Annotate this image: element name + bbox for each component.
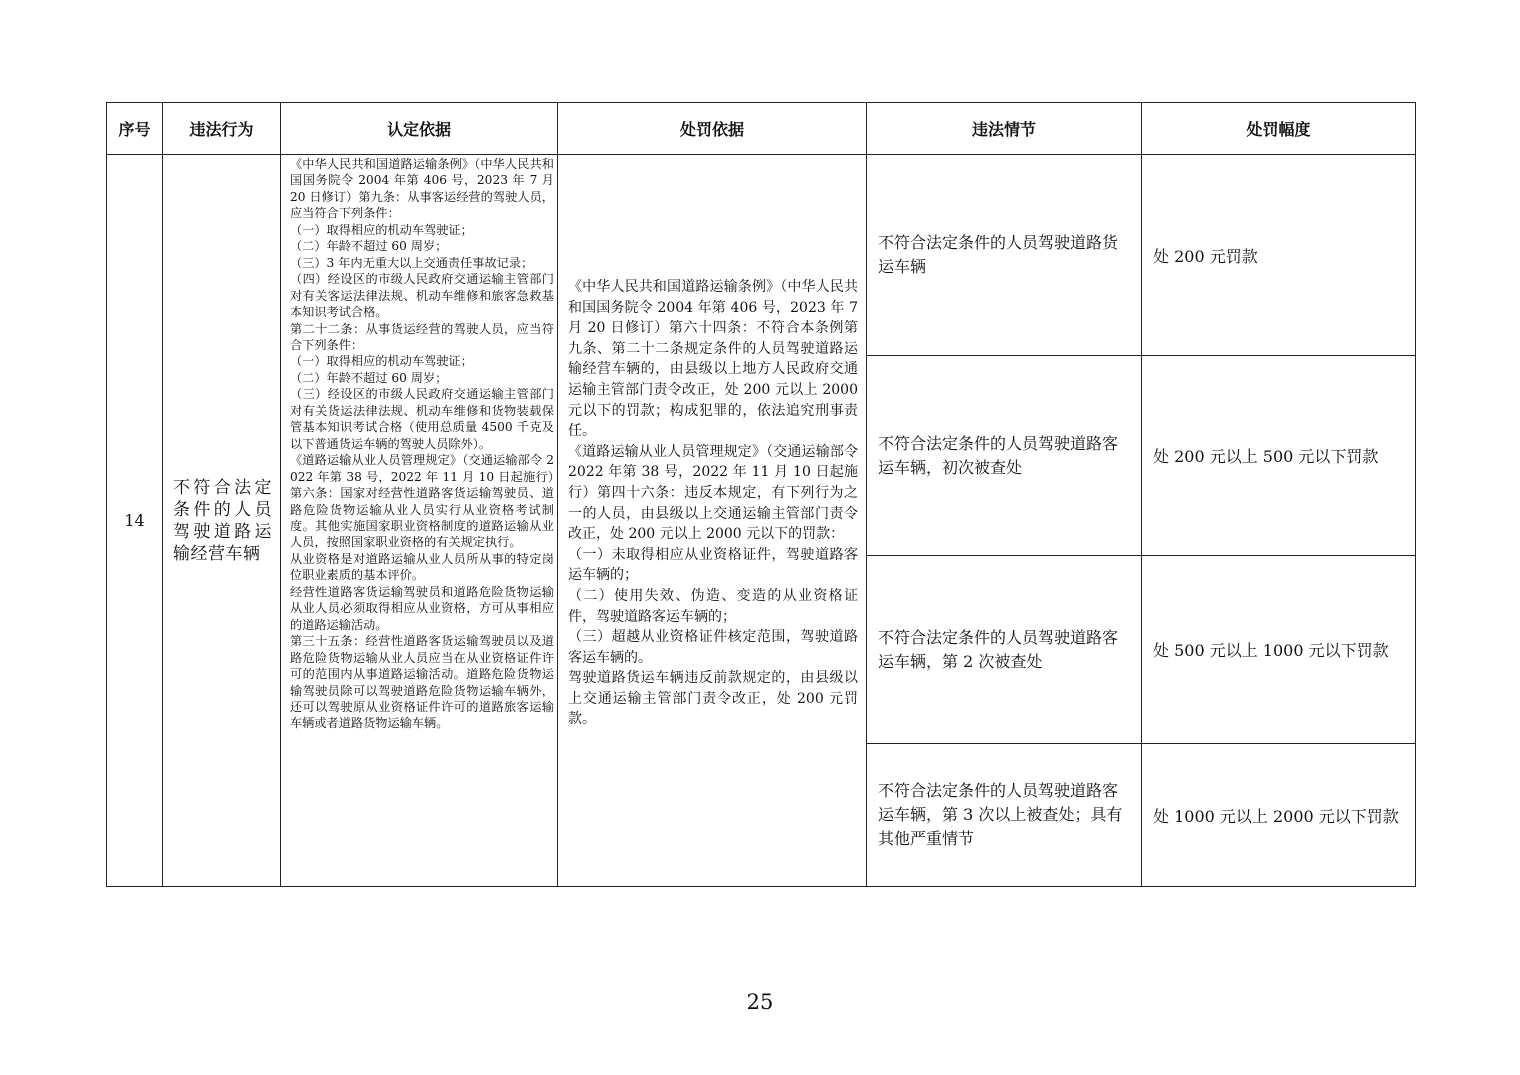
- header-violation: 违法行为: [163, 103, 281, 155]
- header-circumstance: 违法情节: [867, 103, 1142, 155]
- header-row: [107, 103, 1416, 155]
- cell-circumstance: 不符合法定条件的人员驾驶道路客运车辆，初次被查处: [867, 356, 1142, 556]
- cell-basis: 《中华人民共和国道路运输条例》（中华人民共和国国务院令 2004 年第 406 号，2023 年 7 月 20 日修订）第九条：从事客运经营的驾驶人员，应当符合下列条件： （一）取得相应的机动车驾驶证； （二）年龄不超过 60 周岁； （三）3 年内无重大以上交通责任事故记录； （四）经设区的市级人民政府交通运输主管部门对有关客运法律法规、机动车维修和旅客急救基本知识考试合格。 第二十二条：从事货运经营的驾驶人员，应当符合下列条件： （一）取得相应的机动车驾驶证； （二）年龄不超过 60 周岁； （三）经设区的市级人民政府交通运输主管部门对有关货运法律法规、机动车维修和货物装载保管基本知识考试合格（使用总质量 4500 千克及以下普通货运车辆的驾驶人员除外）。 《道路运输从业人员管理规定》（交通运输部令 2022 年第 38 号，2022 年 11 月 10 日起施行）第六条：国家对经营性道路客货运输驾驶员、道路危险货物运输从业人员实行从业资格考试制度。其他实施国家职业资格制度的道路运输从业人员，按照国家职业资格的有关规定执行。 从业资格是对道路运输从业人员所从事的特定岗位职业素质的基本评价。 经营性道路客货运输驾驶员和道路危险货物运输从业人员必须取得相应从业资格，方可从事相应的道路运输活动。 第三十五条：经营性道路客货运输驾驶员以及道路危险货物运输从业人员应当在从业资格证件许可的范围内从事道路运输活动。道路危险货物运输驾驶员除可以驾驶道路危险货物运输车辆外，还可以驾驶原从业资格证件许可的道路旅客运输车辆或者道路货物运输车辆。: [281, 155, 558, 887]
- cell-penalty-range: 处 500 元以上 1000 元以下罚款: [1142, 556, 1416, 744]
- cell-penalty-range: 处 1000 元以上 2000 元以下罚款: [1142, 744, 1416, 887]
- cell-circumstance: 不符合法定条件的人员驾驶道路客运车辆，第 3 次以上被查处；具有其他严重情节: [867, 744, 1142, 887]
- cell-violation: 不符合法定条件的人员驾驶道路运输经营车辆: [163, 155, 281, 887]
- cell-circumstance: 不符合法定条件的人员驾驶道路货运车辆: [867, 155, 1142, 356]
- page-number: 25: [746, 990, 774, 1014]
- header-penalty-basis: 处罚依据: [558, 103, 867, 155]
- header-seq: 序号: [107, 103, 163, 155]
- cell-penalty-range: 处 200 元罚款: [1142, 155, 1416, 356]
- cell-seq: 14: [107, 155, 163, 887]
- cell-penalty-basis: 《中华人民共和国道路运输条例》（中华人民共和国国务院令 2004 年第 406 号，2023 年 7 月 20 日修订）第六十四条：不符合本条例第九条、第二十二条规定条件的人员驾驶道路运输经营车辆的，由县级以上地方人民政府交通运输主管部门责令改正，处 200 元以上 2000 元以下的罚款；构成犯罪的，依法追究刑事责任。 《道路运输从业人员管理规定》（交通运输部令 2022 年第 38 号，2022 年 11 月 10 日起施行）第四十六条：违反本规定，有下列行为之一的人员，由县级以上交通运输主管部门责令改正，处 200 元以上 2000 元以下的罚款： （一）未取得相应从业资格证件，驾驶道路客运车辆的； （二）使用失效、伪造、变造的从业资格证件，驾驶道路客运车辆的； （三）超越从业资格证件核定范围，驾驶道路客运车辆的。 驾驶道路货运车辆违反前款规定的，由县级以上交通运输主管部门责令改正，处 200 元罚款。: [558, 155, 867, 887]
- cell-penalty-range: 处 200 元以上 500 元以下罚款: [1142, 356, 1416, 556]
- penalty-table: [106, 102, 1416, 887]
- header-penalty-range: 处罚幅度: [1142, 103, 1416, 155]
- cell-circumstance: 不符合法定条件的人员驾驶道路客运车辆，第 2 次被查处: [867, 556, 1142, 744]
- header-basis: 认定依据: [281, 103, 558, 155]
- table-row: [107, 155, 1416, 356]
